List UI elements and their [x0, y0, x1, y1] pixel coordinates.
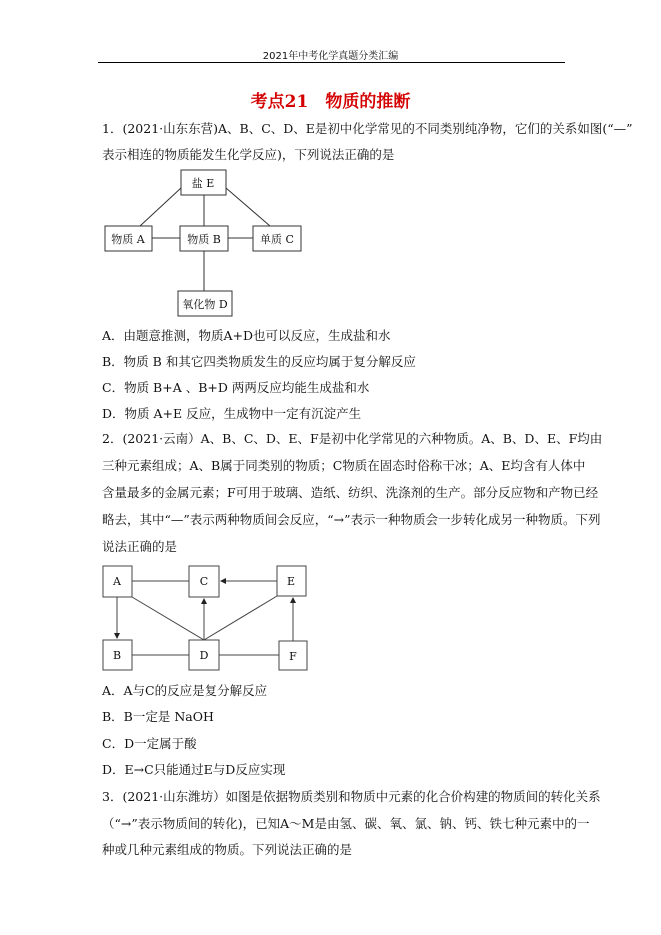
q2-option: A．A与C的反应是复分解反应 — [102, 683, 268, 698]
q2-text: 含量最多的金属元素；F可用于玻璃、造纸、纺织、洗涤剂的生产。部分反应物和产物已经 — [102, 485, 599, 500]
q1-option: D．物质 A+E 反应，生成物中一定有沉淀产生 — [102, 406, 362, 421]
q1-option: C．物质 B+A 、B+D 两两反应均能生成盐和水 — [102, 380, 370, 395]
q2-option: B．B一定是 NaOH — [102, 709, 214, 724]
node-E-label: E — [286, 575, 296, 588]
section-title: 考点21 物质的推断 — [250, 92, 411, 112]
node-B-label: 物质 B — [187, 233, 221, 246]
q1-text: 1．(2021·山东东营)A、B、C、D、E是初中化学常见的不同类别纯净物，它们的关系如图(“—” — [102, 121, 633, 136]
q2-text: 2．(2021·云南）A、B、C、D、E、F是初中化学常见的六种物质。A、B、D、E、F均由 — [102, 431, 603, 446]
node-F-label: F — [289, 650, 297, 663]
node-D-label: 氧化物 D — [182, 298, 228, 311]
page-header: 2021年中考化学真题分类汇编 — [262, 51, 399, 62]
node-A-label: A — [113, 575, 121, 588]
q2-text: 三种元素组成；A、B属于同类别的物质；C物质在固态时俗称干冰；A、E均含有人体中 — [102, 458, 586, 473]
node-A-label: 物质 A — [111, 233, 145, 246]
node-C-label: C — [199, 575, 209, 588]
node-D-label: D — [199, 649, 209, 662]
q1-option: B．物质 B 和其它四类物质发生的反应均属于复分解反应 — [102, 354, 416, 369]
q1-option: A．由题意推测，物质A+D也可以反应，生成盐和水 — [102, 328, 391, 343]
q3-text: 3．(2021·山东潍坊）如图是依据物质类别和物质中元素的化合价构建的物质间的转化关系 — [102, 789, 601, 804]
node-B-label: B — [112, 649, 122, 662]
q2-text: 略去，其中“—”表示两种物质间会反应，“→”表示一种物质会一步转化成另一种物质。下列 — [102, 512, 601, 527]
q2-option: C．D一定属于酸 — [102, 736, 197, 751]
q1-text: 表示相连的物质能发生化学反应)，下列说法正确的是 — [102, 147, 395, 162]
node-E-label: 盐 E — [191, 177, 215, 190]
q2-option: D．E→C只能通过E与D反应实现 — [102, 762, 286, 777]
q3-text: 种或几种元素组成的物质。下列说法正确的是 — [102, 842, 353, 857]
q2-text: 说法正确的是 — [102, 539, 178, 554]
q3-text: （“→”表示物质间的转化)，已知A～M是由氢、碳、氧、氯、钠、钙、铁七种元素中的一 — [102, 816, 590, 831]
node-C-label: 单质 C — [260, 233, 294, 246]
